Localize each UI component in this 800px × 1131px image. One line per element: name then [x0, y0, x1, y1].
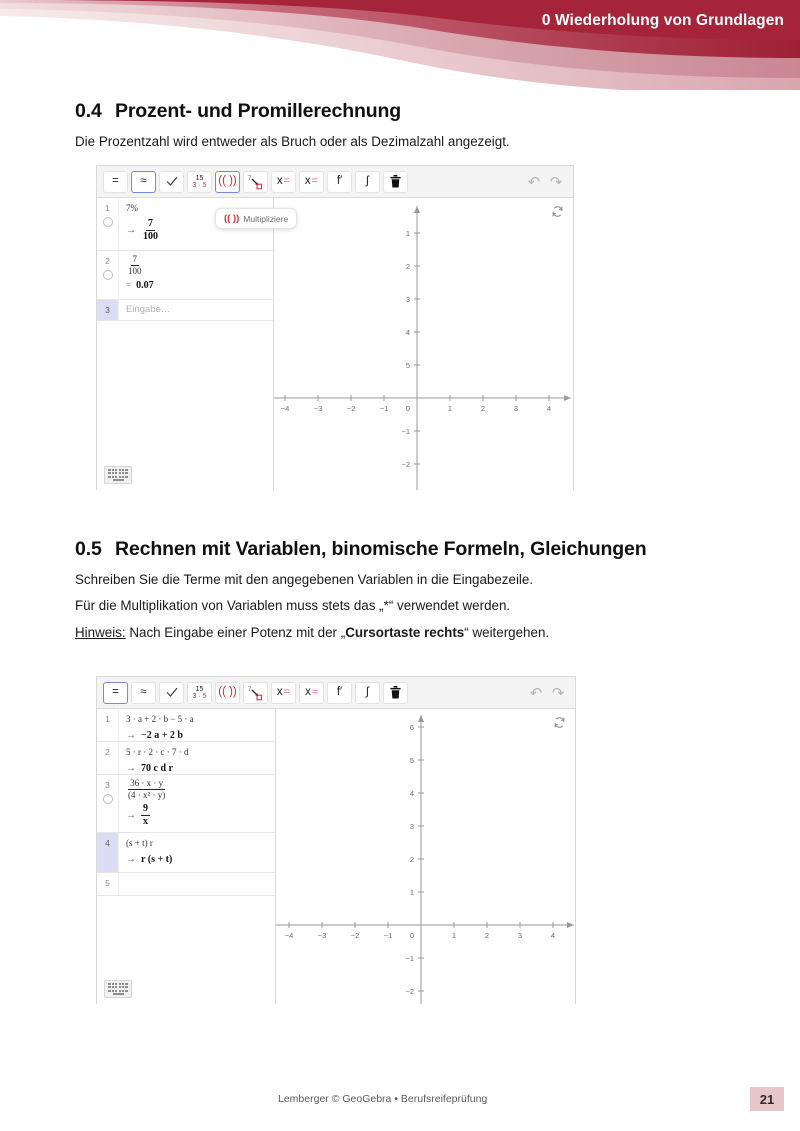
svg-text:2: 2	[405, 262, 410, 271]
algebra-row[interactable]	[97, 300, 273, 321]
trash-icon	[390, 175, 401, 188]
result-prefix: →	[126, 729, 136, 741]
applet-2-coordinate-grid	[276, 709, 575, 1004]
svg-text:3: 3	[517, 931, 523, 940]
row-input: 5 · r · 2 · c · 7 · d	[126, 747, 189, 757]
section-0-5-heading	[75, 538, 735, 561]
algebra-row[interactable]	[97, 775, 275, 833]
visibility-toggle[interactable]	[103, 217, 113, 227]
applet-2-toolbar[interactable]	[97, 677, 575, 709]
algebra-row[interactable]	[97, 251, 273, 300]
approx-button[interactable]: ≈	[131, 171, 156, 193]
row-input: $\frac{7}{100}$	[128, 254, 142, 277]
input-placeholder[interactable]: Eingabe…	[126, 304, 171, 315]
refresh-icon[interactable]	[551, 205, 564, 218]
row-input: (s + t) r	[126, 838, 153, 848]
tooltip-text: Multipliziere	[243, 213, 289, 224]
algebra-row[interactable]	[97, 833, 275, 873]
page-number-badge: 21	[750, 1087, 784, 1111]
algebra-row-number: 1	[97, 709, 119, 741]
power-cursor-button[interactable]	[243, 682, 268, 704]
result-prefix: →	[126, 225, 136, 236]
page-header	[0, 0, 800, 90]
svg-text:4: 4	[405, 328, 410, 337]
result-value: 70 c d r	[141, 762, 173, 774]
undo-button[interactable]: ↶	[529, 684, 543, 702]
tooltip-multipliziere	[215, 208, 297, 229]
svg-text:3: 3	[409, 822, 414, 831]
svg-text:1: 1	[451, 931, 457, 940]
section-0-5	[75, 538, 735, 649]
delete-button[interactable]	[383, 171, 408, 193]
power-cursor-button[interactable]	[243, 171, 268, 193]
check-icon	[166, 176, 178, 187]
row-result	[126, 854, 269, 865]
row-input: 7%	[126, 203, 138, 213]
svg-text:−3: −3	[313, 404, 323, 413]
algebra-row-number: 3	[97, 300, 119, 320]
algebra-row[interactable]	[97, 742, 275, 775]
section-0-5-paragraph-1: Schreiben Sie die Terme mit den angegebenen Variablen in die Eingabezeile.	[75, 572, 534, 587]
svg-text:2: 2	[484, 931, 490, 940]
algebra-row-number: 3	[97, 775, 119, 832]
row-result	[126, 280, 267, 291]
algebra-row-content[interactable]	[119, 709, 275, 741]
section-0-5-paragraph-2: Für die Multiplikation von Variablen muss stets das „*“ verwendet werden.	[75, 598, 511, 614]
svg-text:−4: −4	[280, 404, 290, 413]
section-0-5-title: Rechnen mit Variablen, binomische Formeln, Gleichungen	[115, 538, 647, 560]
svg-text:−3: −3	[317, 931, 327, 940]
section-0-4-paragraph: Die Prozentzahl wird entweder als Bruch oder als Dezimalzahl angezeigt.	[75, 134, 510, 149]
algebra-row-number: 2	[97, 251, 119, 299]
algebra-row-content[interactable]	[119, 873, 275, 895]
applet-2-algebra-view[interactable]	[97, 709, 276, 1004]
svg-text:2: 2	[480, 404, 486, 413]
keyboard-icon[interactable]	[104, 980, 132, 998]
applet-1-coordinate-grid	[274, 198, 573, 490]
redo-button[interactable]: ↷	[551, 684, 565, 702]
svg-text:−1: −1	[379, 404, 389, 413]
svg-text:2: 2	[409, 855, 414, 864]
section-0-4-title: Prozent- und Promillerechnung	[115, 100, 401, 122]
row-result: → $\frac{9}{x}$	[126, 802, 148, 828]
svg-text:−2: −2	[350, 931, 360, 940]
hint-text-2: “ weitergehen.	[464, 624, 550, 640]
solve-exact-button[interactable]: x =	[271, 171, 296, 193]
factor-fraction-button[interactable]: 15 3 · 5	[187, 682, 212, 704]
trash-icon	[390, 686, 401, 699]
keyboard-icon[interactable]	[104, 466, 132, 484]
svg-text:1: 1	[447, 404, 453, 413]
svg-text:6: 6	[409, 723, 414, 732]
check-button[interactable]	[159, 171, 184, 193]
algebra-row-number: 4	[97, 833, 119, 872]
row-result	[126, 730, 269, 741]
svg-text:5: 5	[405, 361, 410, 370]
geogebra-applet-1[interactable]	[96, 165, 574, 490]
algebra-row-number: 1	[97, 198, 119, 250]
power-cursor-icon	[247, 685, 265, 701]
tooltip-symbol: (( ))	[224, 213, 240, 224]
algebra-row-number: 5	[97, 873, 119, 895]
check-button[interactable]	[159, 682, 184, 704]
result-prefix: →	[126, 810, 136, 822]
check-icon	[166, 687, 178, 698]
svg-text:1: 1	[405, 229, 410, 238]
svg-text:5: 5	[409, 756, 414, 765]
hint-label: Hinweis:	[75, 624, 126, 640]
expand-parentheses-button[interactable]: (( ))	[215, 171, 240, 193]
hint-bold: Cursortaste rechts	[345, 624, 465, 640]
svg-text:1: 1	[409, 888, 414, 897]
row-input: 3 · a + 2 · b − 5 · a	[126, 714, 194, 724]
section-0-4-number: 0.4	[75, 100, 102, 122]
svg-text:−1: −1	[401, 427, 410, 436]
result-prefix: →	[126, 853, 136, 865]
factor-fraction-button[interactable]: 15 3 · 5	[187, 171, 212, 193]
applet-1-graphics-view[interactable]	[274, 198, 573, 490]
header-title: 0 Wiederholung von Grundlagen	[541, 12, 784, 29]
equals-button[interactable]: =	[103, 682, 128, 704]
svg-text:0: 0	[409, 931, 415, 940]
svg-text:3: 3	[513, 404, 519, 413]
solve-exact-button[interactable]: x =	[271, 682, 296, 704]
solve-numeric-button[interactable]: x ≈	[299, 682, 324, 704]
algebra-row[interactable]	[97, 873, 275, 896]
algebra-row-content[interactable]	[119, 251, 273, 299]
svg-text:7: 7	[247, 686, 251, 693]
integral-button[interactable]: ∫	[355, 682, 380, 704]
svg-text:4: 4	[546, 404, 552, 413]
undo-button[interactable]: ↶	[527, 173, 541, 191]
refresh-icon[interactable]	[553, 716, 566, 729]
visibility-toggle[interactable]	[103, 794, 113, 804]
result-value: 0.07	[136, 279, 154, 291]
svg-text:4: 4	[409, 789, 414, 798]
row-result	[126, 763, 269, 774]
algebra-row-content[interactable]	[119, 833, 275, 872]
applet-1-algebra-view[interactable]	[97, 198, 274, 490]
solve-numeric-button[interactable]: x =	[299, 171, 324, 193]
power-cursor-icon	[247, 174, 265, 190]
svg-text:0: 0	[405, 404, 411, 413]
applet-2-graphics-view[interactable]	[276, 709, 575, 1004]
section-0-5-hint	[75, 623, 735, 642]
delete-button[interactable]	[383, 682, 408, 704]
svg-text:−1: −1	[405, 954, 414, 963]
algebra-row-number: 2	[97, 742, 119, 774]
section-0-4	[75, 100, 735, 158]
row-input: $\frac{36 \cdot x \cdot y}{\text{(4 · x² · y)}}$	[128, 778, 166, 801]
equals-button[interactable]: =	[103, 171, 128, 193]
result-prefix: →	[126, 762, 136, 774]
row-result: → $\frac{7}{100}$	[126, 217, 158, 242]
geogebra-applet-2[interactable]	[96, 676, 576, 1004]
algebra-row-content[interactable]	[119, 300, 273, 320]
result-prefix: =	[126, 280, 132, 291]
algebra-row-content[interactable]	[119, 775, 275, 832]
visibility-toggle[interactable]	[103, 270, 113, 280]
integral-button[interactable]: ∫	[355, 171, 380, 193]
algebra-row[interactable]	[97, 709, 275, 742]
section-0-5-number: 0.5	[75, 538, 102, 560]
result-value: −2 a + 2 b	[141, 729, 183, 741]
derivative-button[interactable]: f′	[327, 171, 352, 193]
svg-text:−2: −2	[401, 460, 410, 469]
svg-text:7: 7	[247, 175, 251, 182]
svg-text:−1: −1	[383, 931, 393, 940]
svg-text:−2: −2	[405, 987, 414, 996]
footer-credit: Lemberger © GeoGebra • Berufsreifeprüfung	[278, 1093, 488, 1105]
applet-1-toolbar[interactable]	[97, 166, 573, 198]
algebra-row-content[interactable]	[119, 742, 275, 774]
svg-text:3: 3	[405, 295, 410, 304]
approx-button[interactable]: ≈	[131, 682, 156, 704]
svg-text:4: 4	[550, 931, 556, 940]
expand-parentheses-button[interactable]: (( ))	[215, 682, 240, 704]
svg-text:−4: −4	[284, 931, 294, 940]
result-value: r (s + t)	[141, 853, 173, 865]
hint-text-1: Nach Eingabe einer Potenz mit der „	[125, 624, 346, 640]
svg-text:−2: −2	[346, 404, 356, 413]
redo-button[interactable]: ↷	[549, 173, 563, 191]
derivative-button[interactable]: f′	[327, 682, 352, 704]
section-0-4-heading	[75, 100, 735, 123]
